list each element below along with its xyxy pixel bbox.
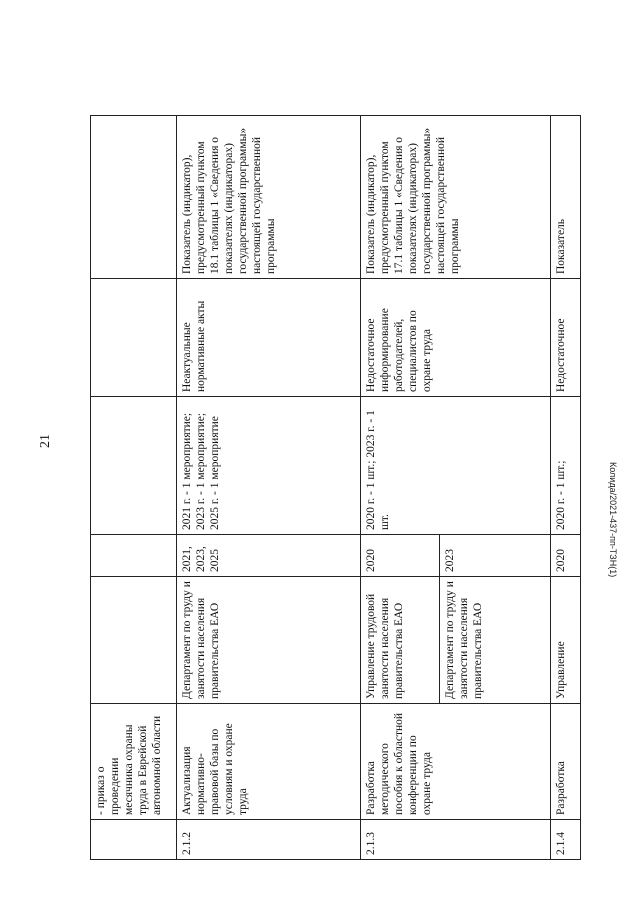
- row-number-cell: [91, 820, 177, 860]
- executor-cell: [91, 577, 177, 704]
- indicator-cell: Показатель (индикатор), предусмотренный пунктом 18.1 таблицы 1 «Сведения о показателях (индикаторах) государственной программы» настоящей государственной программы: [177, 116, 361, 279]
- row-number-cell: 2.1.2: [177, 820, 361, 860]
- problem-cell: Неактуальные нормативные акты: [177, 279, 361, 397]
- executor-primary: Управление трудовой занятости населения правительства ЕАО: [365, 593, 406, 699]
- measure-cell: Разработка методического пособия к областной конференции по охране труда: [361, 704, 551, 820]
- result-cell: 2020 г. - 1 шт.; 2023 г. - 1 шт.: [361, 397, 551, 535]
- executor-cell: Департамент по труду и занятости населения правительства ЕАО: [177, 577, 361, 704]
- indicator-cell: Показатель: [551, 116, 581, 279]
- table-row: [177, 116, 361, 860]
- result-cell: 2021 г. - 1 мероприятие; 2023 г. - 1 мероприятие; 2025 г. - 1 мероприятие: [177, 397, 361, 535]
- year-cell: 2021, 2023, 2025: [177, 535, 361, 577]
- executor-cell: [361, 577, 551, 704]
- result-cell: 2020 г. - 1 шт.;: [551, 397, 581, 535]
- program-measures-table-wrapper: [90, 116, 580, 860]
- row-number-cell: 2.1.4: [551, 820, 581, 860]
- indicator-cell: [91, 116, 177, 279]
- problem-cell: Недостаточное: [551, 279, 581, 397]
- result-cell: [91, 397, 177, 535]
- program-measures-table: [90, 115, 581, 860]
- measure-cell: - приказ о проведении месячника охраны труда в Еврейской автономной области: [91, 704, 177, 820]
- indicator-cell: Показатель (индикатор), предусмотренный пунктом 17.1 таблицы 1 «Сведения о показателях (индикаторах) государственной программы» настоящей государственной программы: [361, 116, 551, 279]
- table-row: [91, 116, 177, 860]
- problem-cell: [91, 279, 177, 397]
- year-secondary: 2023: [439, 535, 506, 576]
- row-number-cell: 2.1.3: [361, 820, 551, 860]
- year-primary: 2020: [365, 549, 377, 572]
- executor-secondary: Департамент по труду и занятости населения правительства ЕАО: [439, 577, 506, 703]
- table-row: [551, 116, 581, 860]
- document-footer-code: Колида/2021-437-пп-ТЗН(1): [608, 462, 618, 578]
- table-row: [361, 116, 551, 860]
- page-number: 21: [38, 434, 53, 448]
- executor-cell: Управление: [551, 577, 581, 704]
- measure-cell: Разработка: [551, 704, 581, 820]
- year-cell: 2020: [551, 535, 581, 577]
- year-cell: [361, 535, 551, 577]
- year-cell: [91, 535, 177, 577]
- problem-cell: Недостаточное информирование работодателей, специалистов по охране труда: [361, 279, 551, 397]
- measure-cell: Актуализация нормативно-правовой базы по условиям и охране труда: [177, 704, 361, 820]
